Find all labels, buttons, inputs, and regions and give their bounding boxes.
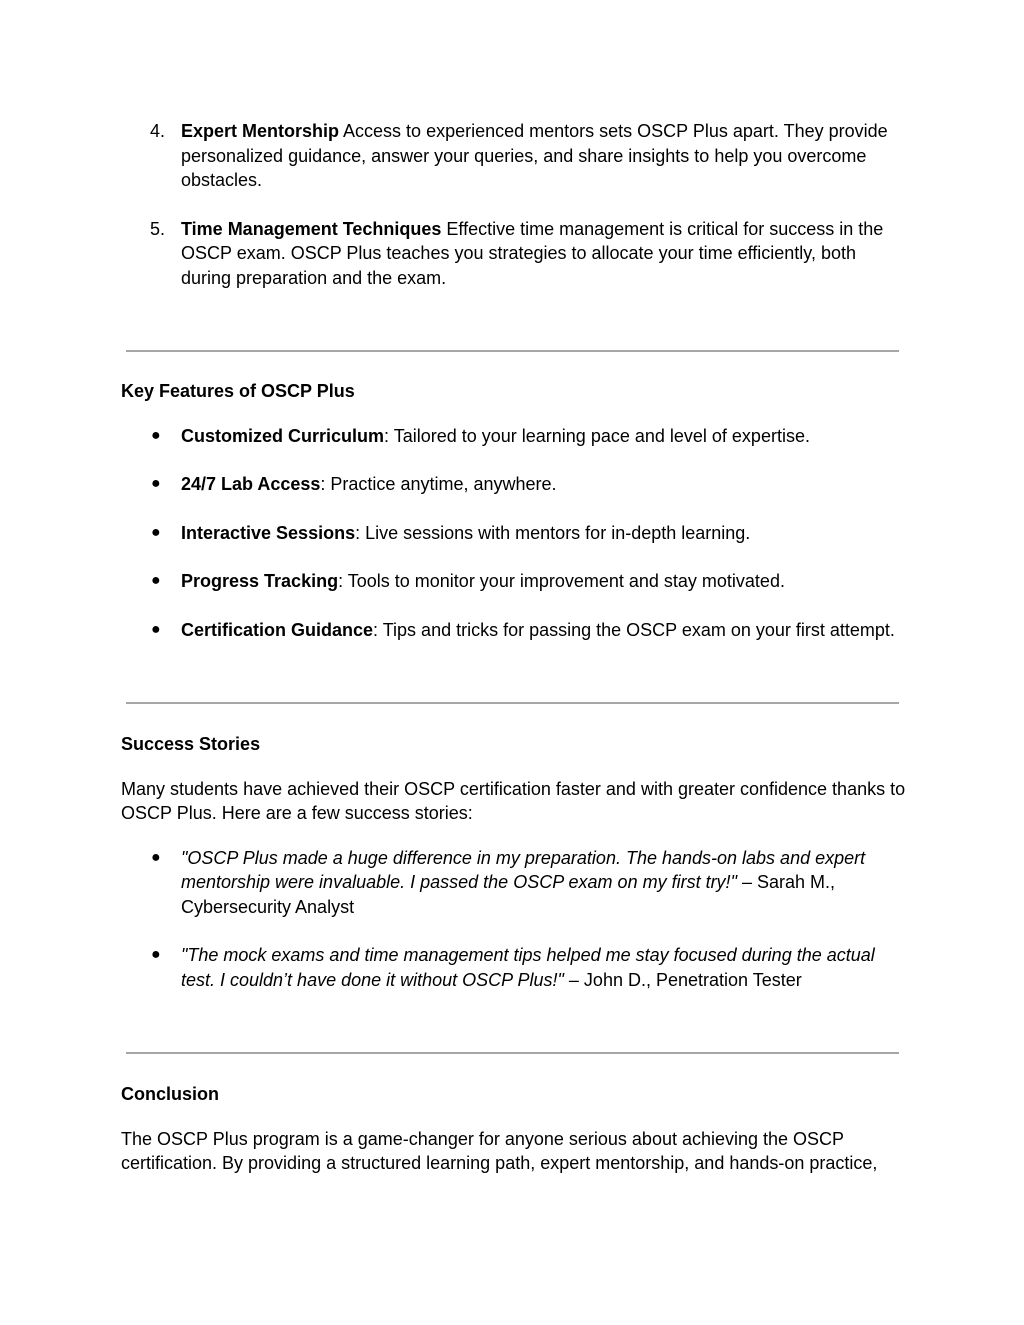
testimonial-attribution: – John D., Penetration Tester xyxy=(563,969,802,990)
key-features-list xyxy=(121,424,906,643)
bullet-icon: ● xyxy=(151,620,161,638)
testimonial-quote: "OSCP Plus made a huge difference in my preparation. The hands-on labs and expert mentorship were invaluable. I passed the OSCP exam on my first try!" xyxy=(181,847,866,892)
feature-title: Progress Tracking xyxy=(181,571,339,591)
document-content xyxy=(121,119,906,1176)
bullet-icon: ● xyxy=(151,946,161,963)
testimonial-item xyxy=(121,943,906,992)
numbered-list xyxy=(121,119,906,290)
bullet-icon: ● xyxy=(151,426,161,444)
feature-title: Certification Guidance xyxy=(181,619,374,640)
feature-item xyxy=(121,472,906,497)
feature-text: : Live sessions with mentors for in-depth learning. xyxy=(355,522,751,543)
bullet-icon: ● xyxy=(151,475,161,492)
success-stories-intro: Many students have achieved their OSCP certification faster and with greater confidence thanks to OSCP Plus. Here are a few success stories: xyxy=(121,778,906,823)
feature-item xyxy=(121,424,906,449)
conclusion-heading: Conclusion xyxy=(121,1084,219,1104)
bullet-icon: ● xyxy=(151,848,161,866)
conclusion-text: The OSCP Plus program is a game-changer for anyone serious about achieving the OSCP certification. By providing a structured learning path, expert mentorship, and hands-on practice, xyxy=(121,1128,878,1173)
feature-title: 24/7 Lab Access xyxy=(181,474,321,494)
bullet-icon: ● xyxy=(151,572,161,589)
testimonial-attribution: – Sarah M., Cybersecurity Analyst xyxy=(181,872,835,917)
feature-title: Interactive Sessions xyxy=(181,522,356,543)
numbered-list-item xyxy=(121,217,906,291)
horizontal-divider xyxy=(126,1052,899,1054)
list-item-text: Access to experienced mentors sets OSCP Plus apart. They provide personalized guidance, answer your queries, and share insights to help you overcome obstacles. xyxy=(181,121,888,190)
testimonial-quote: "The mock exams and time management tips helped me stay focused during the actual test. I couldn’t have done it without OSCP Plus!" xyxy=(181,945,875,990)
horizontal-divider xyxy=(126,350,899,352)
testimonial-item xyxy=(121,846,906,920)
feature-text: : Tips and tricks for passing the OSCP exam on your first attempt. xyxy=(373,619,895,640)
feature-item xyxy=(121,521,906,546)
feature-text: : Tools to monitor your improvement and stay motivated. xyxy=(338,571,785,591)
horizontal-divider xyxy=(126,702,899,704)
bullet-icon: ● xyxy=(151,523,161,541)
success-stories-heading: Success Stories xyxy=(121,734,261,754)
feature-item xyxy=(121,618,906,643)
feature-text: : Tailored to your learning pace and level of expertise. xyxy=(384,425,810,446)
feature-item xyxy=(121,569,906,594)
list-item-text: Effective time management is critical for success in the OSCP exam. OSCP Plus teaches you strategies to allocate your time efficiently, both during preparation and the exam. xyxy=(181,218,884,288)
list-number: 5. xyxy=(150,218,166,239)
feature-text: : Practice anytime, anywhere. xyxy=(320,474,557,494)
list-item-title: Expert Mentorship xyxy=(181,121,340,141)
list-item-title: Time Management Techniques xyxy=(181,218,442,239)
numbered-list-item xyxy=(121,119,906,193)
key-features-heading: Key Features of OSCP Plus xyxy=(121,381,355,401)
feature-title: Customized Curriculum xyxy=(181,425,385,446)
testimonials-list xyxy=(121,846,906,993)
list-number: 4. xyxy=(150,121,166,141)
